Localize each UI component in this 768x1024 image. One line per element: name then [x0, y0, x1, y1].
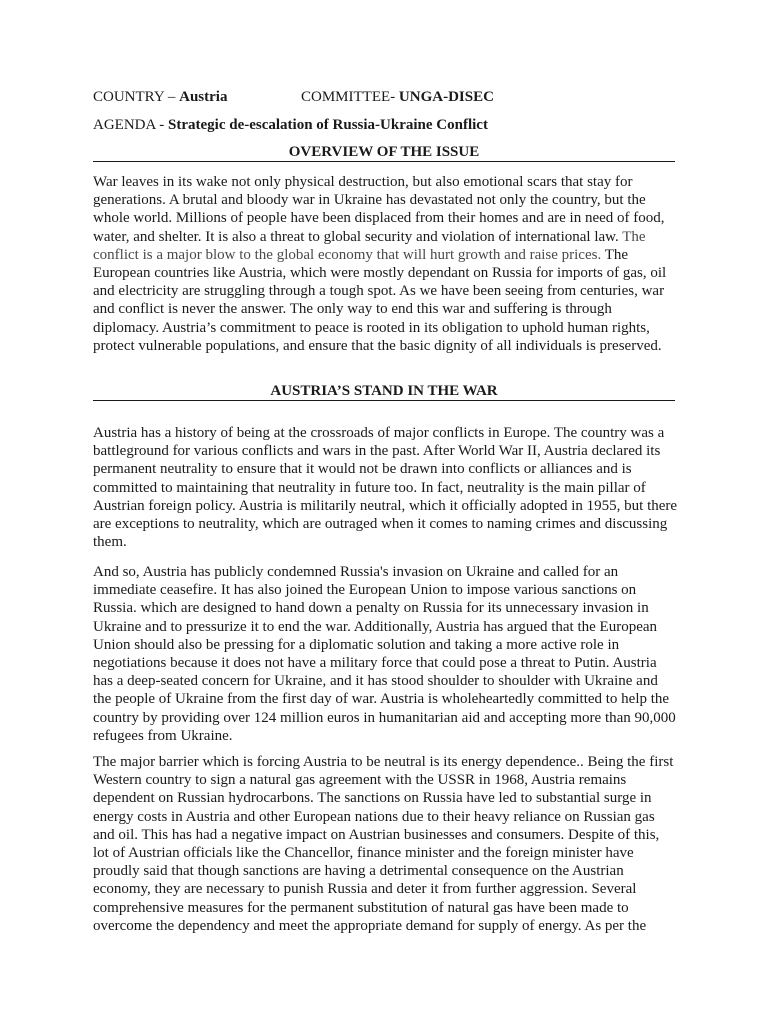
country-value: Austria	[179, 89, 228, 105]
committee-value: UNGA-DISEC	[398, 89, 494, 105]
agenda-label: AGENDA -	[93, 117, 168, 133]
committee-line	[301, 88, 494, 106]
stand-paragraph-1: Austria has a history of being at the crossroads of major conflicts in Europe. The country was a battleground for various conflicts and wars in the past. After World War II, Austria declared its permanent neutrality to ensure that it would not be drawn into conflicts or alliances and is committed to maintaining that neutrality in future too. In fact, neutrality is the main pillar of Austrian foreign policy. Austria is militarily neutral, which it officially adopted in 1955, but there are exceptions to neutrality, which are outraged when it comes to naming crimes and discussing them.	[93, 425, 678, 551]
country-line	[93, 88, 227, 106]
agenda-value: Strategic de-escalation of Russia-Ukraine Conflict	[168, 117, 488, 133]
overview-text-b: The conflict is a major blow to the global economy that will hurt growth and raise prices.	[93, 228, 646, 263]
overview-divider	[93, 161, 675, 162]
stand-heading: AUSTRIA’S STAND IN THE WAR	[270, 383, 498, 399]
overview-text-c: The European countries like Austria, which were mostly dependant on Russia for imports of gas, oil and electricity are struggling through a tough spot. As we have been seeing from centuries, war and conflict is never the answer. The only way to end this war and suffering is through diplomacy. Austria’s commitment to peace is rooted in its obligation to uphold human rights, protect vulnerable populations, and ensure that the basic dignity of all individuals is preserved.	[93, 246, 667, 354]
country-label: COUNTRY –	[93, 89, 180, 105]
overview-text-a: War leaves in its wake not only physical destruction, but also emotional scars that stay for generations. A brutal and bloody war in Ukraine has devastated not only the country, but the whole world. Millions of people have been displaced from their homes and are in need of food, water, and shelter. It is also a threat to global security and violation of international law.	[93, 174, 665, 245]
agenda-line	[93, 116, 488, 134]
stand-divider	[93, 400, 675, 401]
stand-paragraph-2: And so, Austria has publicly condemned Russia's invasion on Ukraine and called for an immediate ceasefire. It has also joined the European Union to impose various sanctions on Russia. which are designed to hand down a penalty on Russia for its unnecessary invasion in Ukraine and to pressurize it to end the war. Additionally, Austria has argued that the European Union should also be pressing for a diplomatic solution and taking a more active role in negotiations because it does not have a military force that could pose a threat to Putin. Austria has a deep-seated concern for Ukraine, and it has stood shoulder to shoulder with Ukraine and the people of Ukraine from the first day of war. Austria is wholeheartedly committed to help the country by providing over 124 million euros in humanitarian aid and accepting more than 90,000 refugees from Ukraine.	[93, 564, 676, 744]
overview-paragraph	[93, 173, 678, 355]
committee-label: COMMITTEE-	[301, 89, 399, 105]
overview-heading: OVERVIEW OF THE ISSUE	[288, 144, 480, 160]
stand-paragraph-3: The major barrier which is forcing Austria to be neutral is its energy dependence.. Being the first Western country to sign a natural gas agreement with the USSR in 1968, Austria remains dependent on Russian hydrocarbons. The sanctions on Russia have led to substantial surge in energy costs in Austria and other European nations due to their heavy reliance on Russian gas and oil. This has had a negative impact on Austrian businesses and consumers. Despite of this, lot of Austrian officials like the Chancellor, finance minister and the foreign minister have proudly said that though sanctions are having a detrimental consequence on the Austrian economy, they are necessary to punish Russia and deter it from further aggression. Several comprehensive measures for the permanent substitution of natural gas have been made to overcome the dependency and meet the appropriate demand for supply of energy. As per the	[93, 754, 674, 934]
